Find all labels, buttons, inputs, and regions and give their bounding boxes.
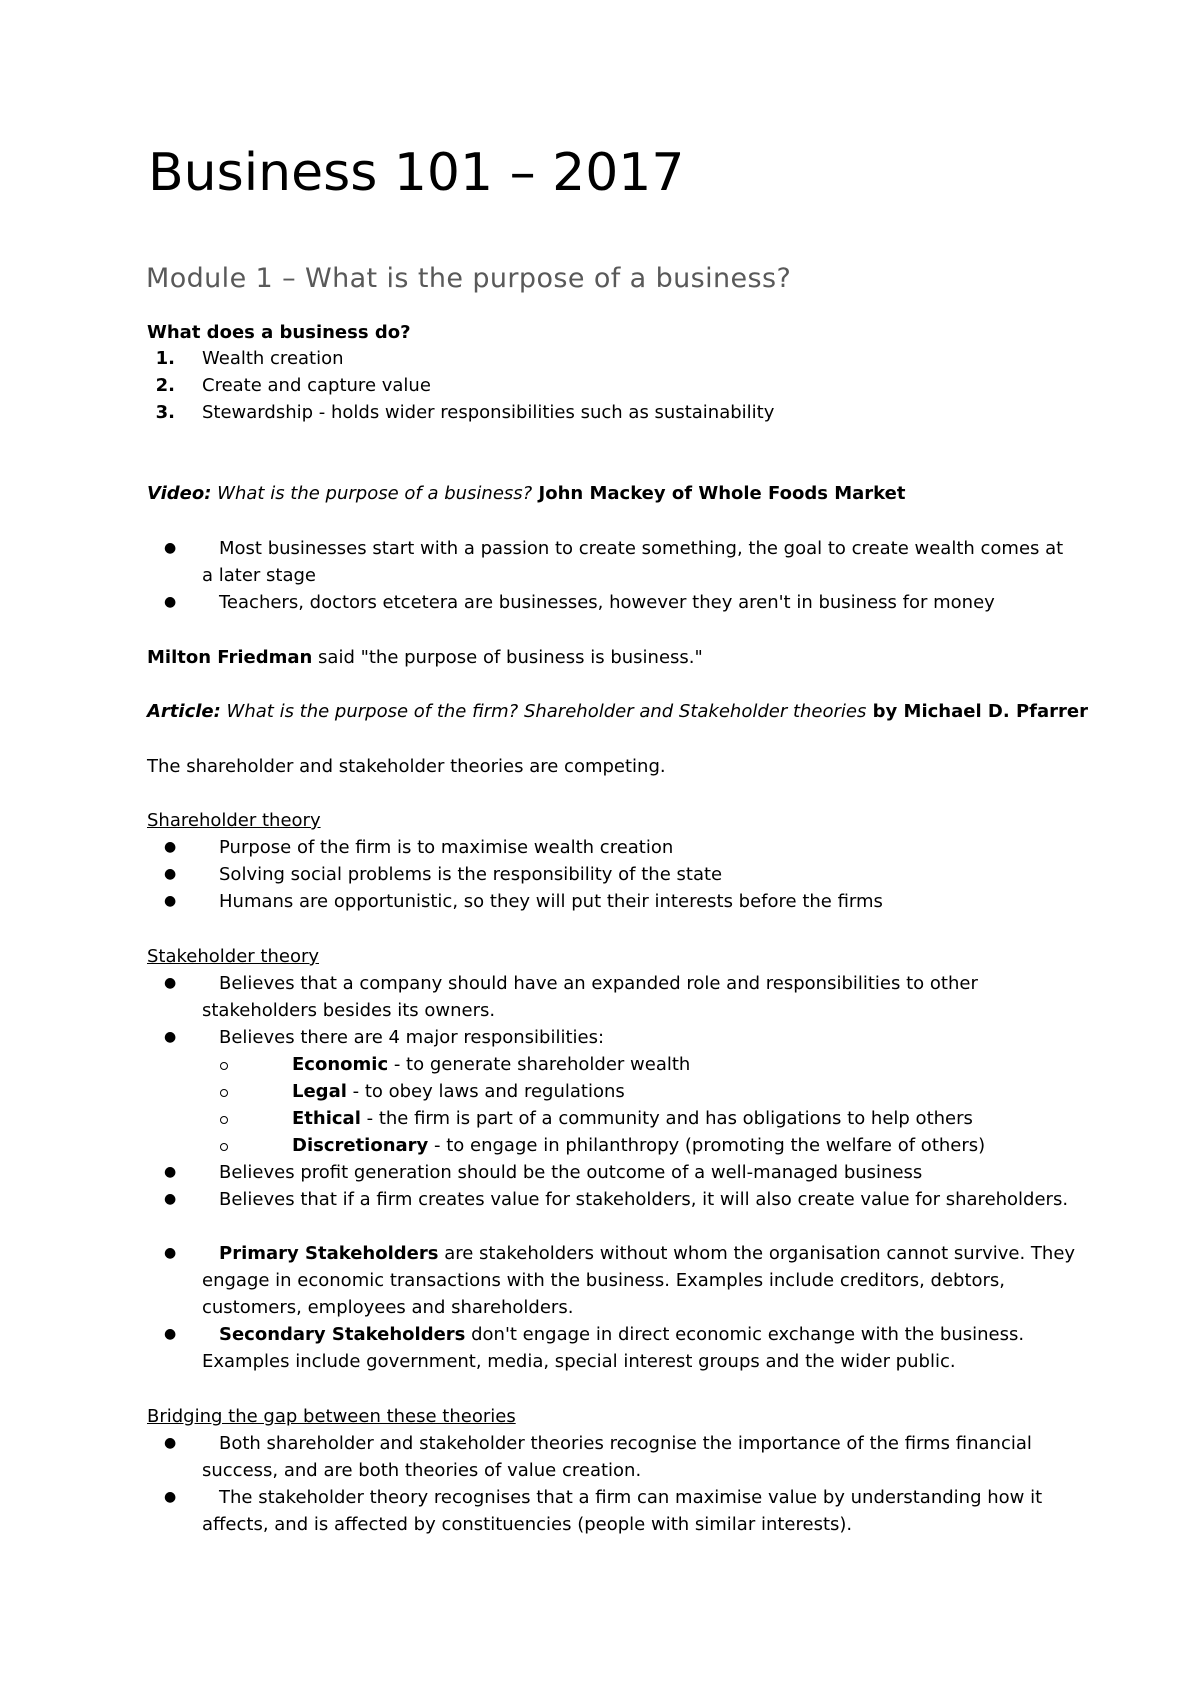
section-heading: What does a business do? (147, 322, 411, 343)
module-heading: Module 1 – What is the purpose of a business? (146, 263, 792, 294)
responsibility-item: Ethical - the firm is part of a community and has obligations to help others (292, 1108, 973, 1129)
bullet-icon: ● (164, 1489, 177, 1505)
list-item: Wealth creation (202, 348, 344, 369)
bullet-text: Primary Stakeholders are stakeholders without whom the organisation cannot survive. They (219, 1243, 1076, 1264)
video-reference (147, 482, 905, 506)
friedman-text: said "the purpose of business is business." (312, 647, 703, 668)
bullet-text: Believes that a company should have an expanded role and responsibilities to other (219, 973, 978, 994)
bullet-icon: ● (164, 1326, 177, 1342)
article-author: by Michael D. Pfarrer (866, 701, 1088, 722)
bullet-icon: ● (164, 1029, 177, 1045)
bullet-text: Believes that if a firm creates value for stakeholders, it will also create value for shareholders. (219, 1189, 1069, 1210)
bullet-text: Examples include government, media, special interest groups and the wider public. (202, 1351, 956, 1372)
bullet-text: success, and are both theories of value creation. (202, 1460, 642, 1481)
bullet-text: Most businesses start with a passion to create something, the goal to create wealth comes at (219, 538, 1064, 559)
bullet-text: Purpose of the firm is to maximise wealth creation (219, 837, 674, 858)
bullet-text: Solving social problems is the responsibility of the state (219, 864, 723, 885)
bullet-icon: ● (164, 1245, 177, 1261)
bullet-text: Humans are opportunistic, so they will put their interests before the firms (219, 891, 883, 912)
bullet-text: Believes profit generation should be the outcome of a well-managed business (219, 1162, 923, 1183)
bullet-text: customers, employees and shareholders. (202, 1297, 574, 1318)
article-label: Article: (147, 701, 221, 722)
bullet-icon: ● (164, 866, 177, 882)
article-reference (147, 700, 1088, 724)
bullet-text: stakeholders besides its owners. (202, 1000, 496, 1021)
bullet-text: engage in economic transactions with the business. Examples include creditors, debtors, (202, 1270, 1006, 1291)
bullet-text: Both shareholder and stakeholder theories recognise the importance of the firms financial (219, 1433, 1032, 1454)
list-number: 3. (155, 402, 175, 423)
page-title: Business 101 – 2017 (148, 143, 685, 203)
bullet-text: Teachers, doctors etcetera are businesses, however they aren't in business for money (219, 592, 995, 613)
list-number: 2. (155, 375, 175, 396)
video-author: John Mackey of Whole Foods Market (532, 483, 906, 504)
video-title: What is the purpose of a business? (211, 483, 533, 504)
bullet-text: a later stage (202, 565, 317, 586)
bullet-text: The stakeholder theory recognises that a firm can maximise value by understanding how it (219, 1487, 1043, 1508)
bullet-icon: ● (164, 1191, 177, 1207)
list-item: Create and capture value (202, 375, 431, 396)
bullet-icon: ● (164, 1164, 177, 1180)
bullet-icon: ● (164, 1435, 177, 1451)
responsibility-item: Economic - to generate shareholder wealth (292, 1054, 691, 1075)
bullet-icon: ● (164, 594, 177, 610)
responsibility-item: Legal - to obey laws and regulations (292, 1081, 625, 1102)
friedman-quote (147, 646, 703, 670)
stakeholder-heading: Stakeholder theory (147, 946, 320, 967)
shareholder-heading: Shareholder theory (147, 810, 321, 831)
bullet-icon: ● (164, 893, 177, 909)
responsibility-item: Discretionary - to engage in philanthropy (promoting the welfare of others) (292, 1135, 986, 1156)
circle-bullet-icon (220, 1143, 228, 1151)
circle-bullet-icon (220, 1062, 228, 1070)
bullet-text: affects, and is affected by constituencies (people with similar interests). (202, 1514, 853, 1535)
list-item: Stewardship - holds wider responsibilities such as sustainability (202, 402, 775, 423)
friedman-name: Milton Friedman (147, 647, 313, 668)
video-label: Video: (147, 483, 212, 504)
circle-bullet-icon (220, 1116, 228, 1124)
bullet-icon: ● (164, 540, 177, 556)
article-title: What is the purpose of the firm? Shareholder and Stakeholder theories (220, 701, 867, 722)
bullet-icon: ● (164, 975, 177, 991)
bullet-text: Believes there are 4 major responsibilities: (219, 1027, 605, 1048)
competing-text: The shareholder and stakeholder theories are competing. (147, 756, 666, 777)
bridging-heading: Bridging the gap between these theories (147, 1406, 516, 1427)
bullet-text: Secondary Stakeholders don't engage in direct economic exchange with the business. (219, 1324, 1025, 1345)
bullet-icon: ● (164, 839, 177, 855)
list-number: 1. (155, 348, 175, 369)
circle-bullet-icon (220, 1089, 228, 1097)
